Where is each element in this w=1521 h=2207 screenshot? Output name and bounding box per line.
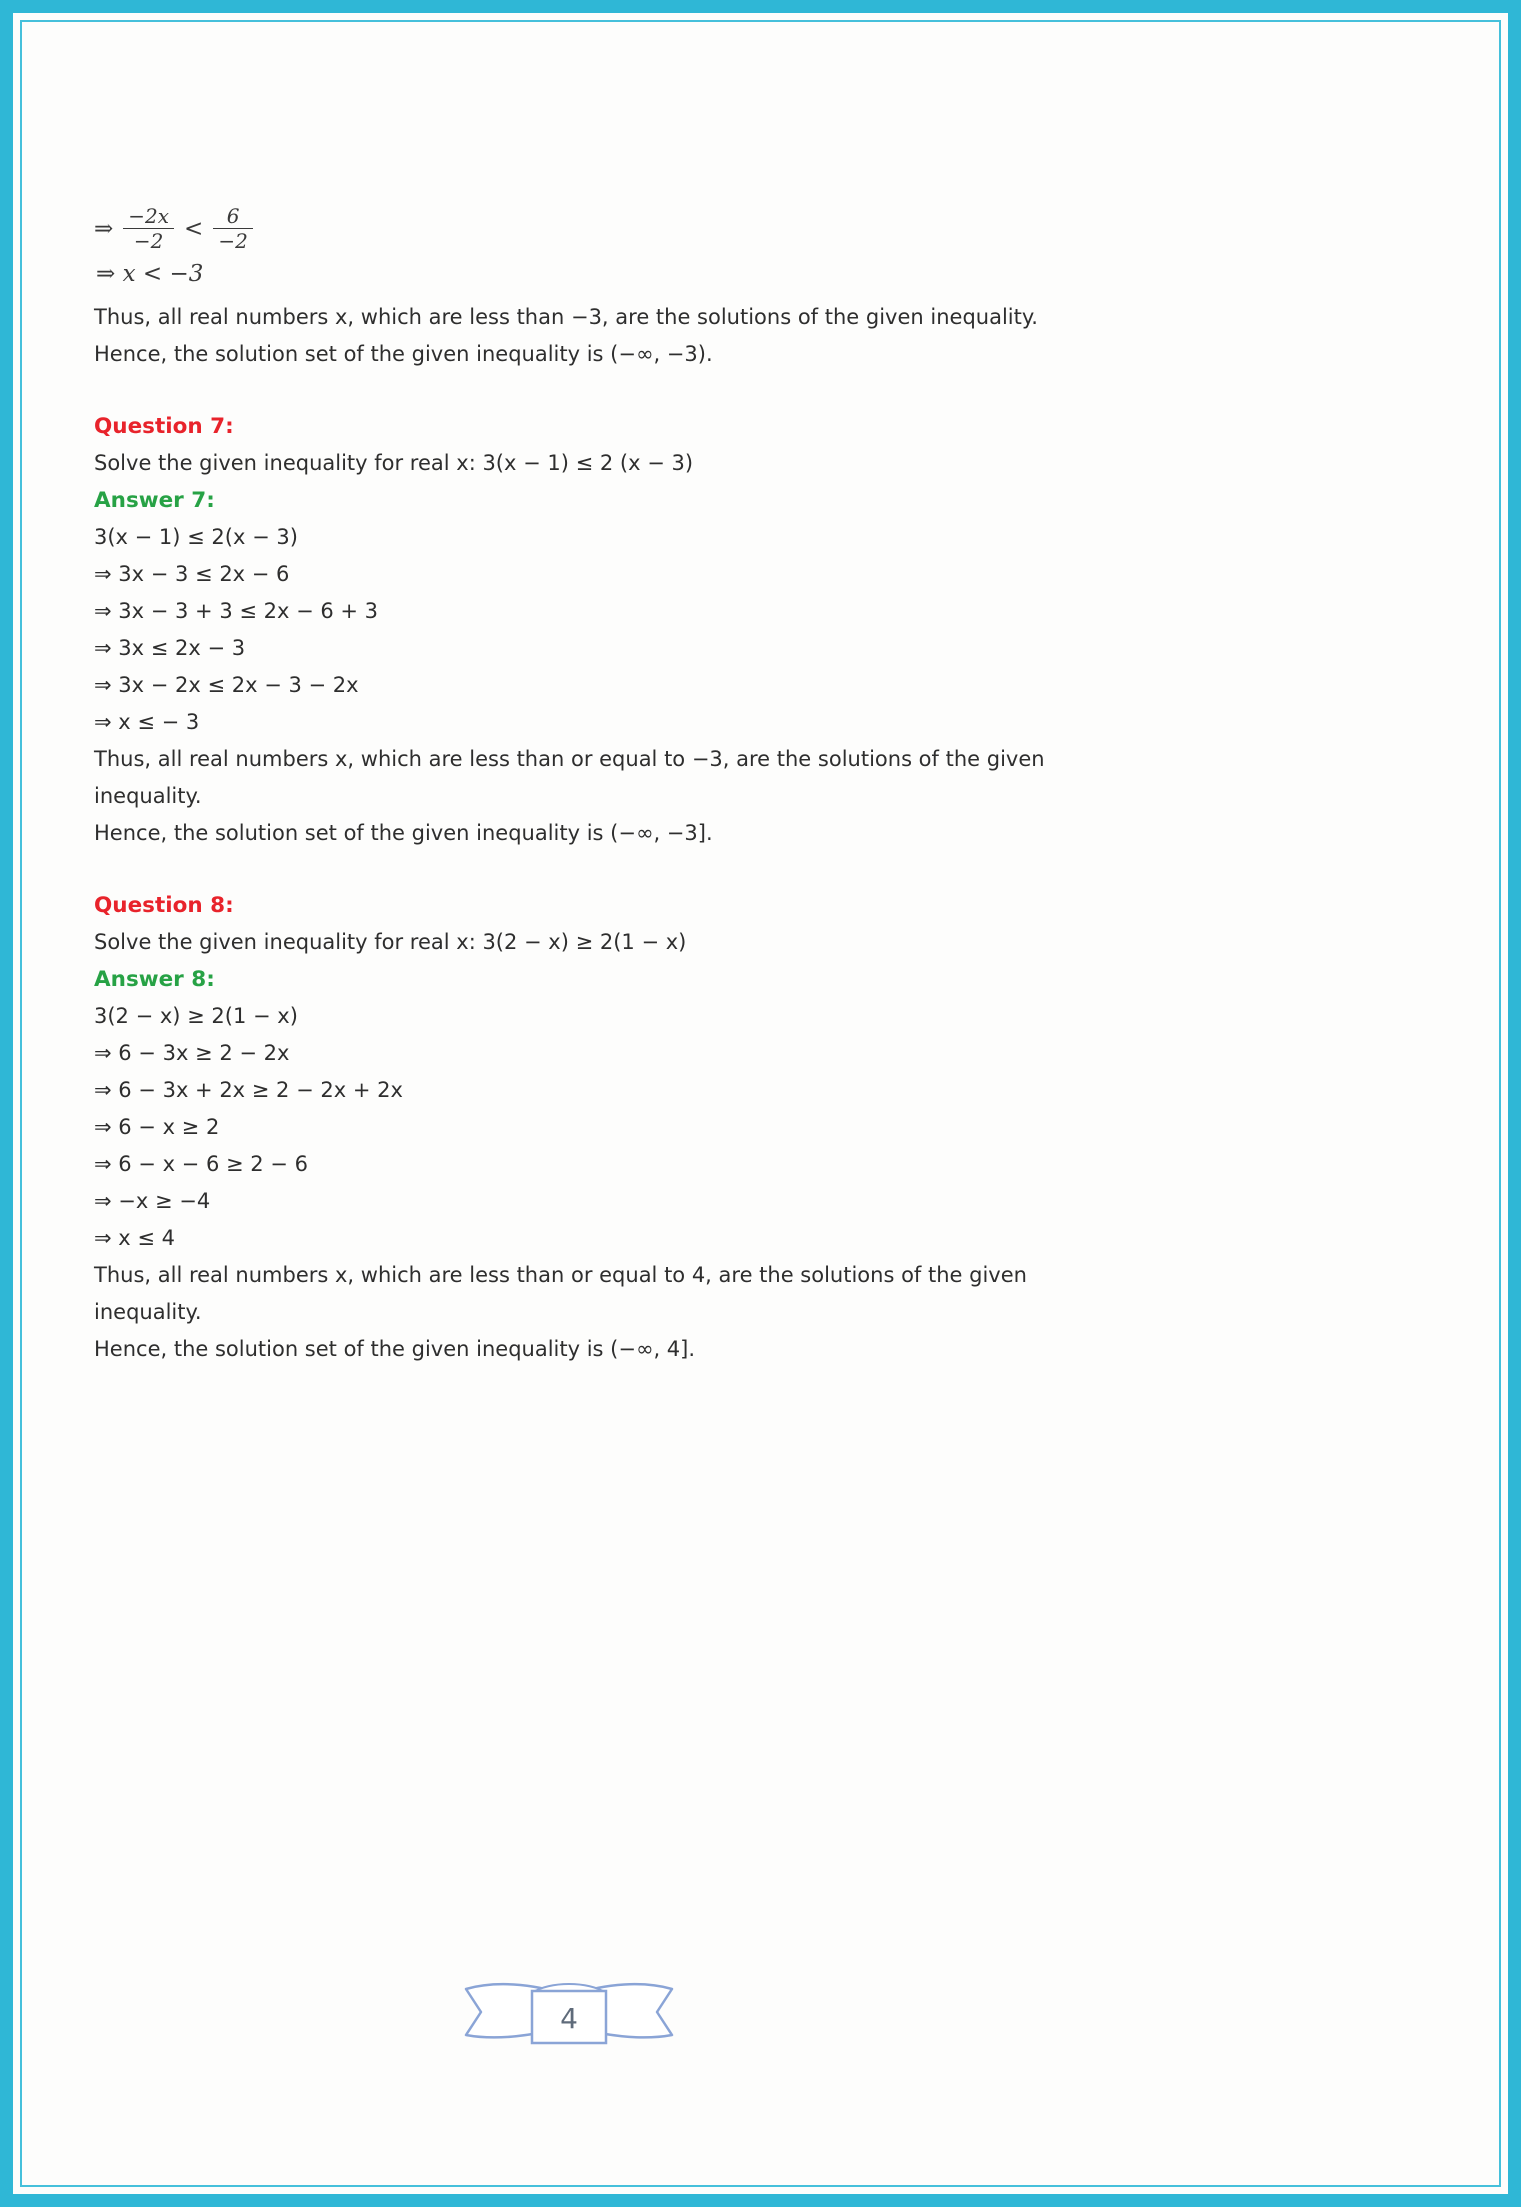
answer-8-step: ⇒ 6 − 3x + 2x ≥ 2 − 2x + 2x [94,1078,403,1102]
answer-7-step: ⇒ 3x − 2x ≤ 2x − 3 − 2x [94,673,359,697]
answer-7-heading: Answer 7: [94,488,215,513]
fraction-right-denominator: −2 [213,228,252,253]
answer-8-heading: Answer 8: [94,967,215,992]
answer-8-step: ⇒ 6 − x − 6 ≥ 2 − 6 [94,1152,308,1176]
page-number-ribbon [454,1967,684,2057]
answer-7-step: ⇒ 3x − 3 + 3 ≤ 2x − 6 + 3 [94,599,379,623]
fraction-right-numerator: 6 [226,204,240,228]
question-7-prompt: Solve the given inequality for real x: 3(x − 1) ≤ 2 (x − 3) [94,451,694,475]
page-content [22,22,1499,1368]
question-7-heading: Question 7: [94,414,234,439]
answer-7-step: ⇒ 3x − 3 ≤ 2x − 6 [94,562,290,586]
answer-8-step: 3(2 − x) ≥ 2(1 − x) [94,1004,298,1028]
relation-symbol: < [184,215,204,242]
intro-conclusion-1: Thus, all real numbers x, which are less than −3, are the solutions of the given inequality. [94,305,1038,329]
answer-8-conclusion-1: Thus, all real numbers x, which are less than or equal to 4, are the solutions of the given inequality. [94,1263,1027,1324]
equation-block [94,204,1439,287]
page-number: 4 [560,2002,578,2035]
question-7-section [94,408,1439,852]
answer-7-conclusion-1: Thus, all real numbers x, which are less than or equal to −3, are the solutions of the given inequality. [94,747,1045,808]
question-8-heading: Question 8: [94,893,234,918]
intro-conclusion-2: Hence, the solution set of the given inequality is (−∞, −3). [94,342,713,366]
fraction-left-denominator: −2 [123,228,174,253]
question-8-section [94,887,1439,1368]
answer-8-step: ⇒ 6 − x ≥ 2 [94,1115,220,1139]
fraction-left-numerator: −2x [128,204,170,228]
answer-7-step: ⇒ 3x ≤ 2x − 3 [94,636,246,660]
equation-line-2: ⇒ x < −3 [96,261,204,287]
answer-8-step: ⇒ −x ≥ −4 [94,1189,211,1213]
answer-7-step: ⇒ x ≤ − 3 [94,710,200,734]
page-inner-border [20,20,1501,2187]
answer-8-step: ⇒ 6 − 3x ≥ 2 − 2x [94,1041,290,1065]
answer-8-conclusion-2: Hence, the solution set of the given inequality is (−∞, 4]. [94,1337,696,1361]
fraction-left [123,204,174,253]
implies-arrow-icon: ⇒ [94,215,114,242]
ribbon-banner-icon [454,1967,684,2057]
fraction-right [213,204,252,253]
answer-8-step: ⇒ x ≤ 4 [94,1226,176,1250]
answer-7-step: 3(x − 1) ≤ 2(x − 3) [94,525,298,549]
question-8-prompt: Solve the given inequality for real x: 3(2 − x) ≥ 2(1 − x) [94,930,687,954]
answer-7-conclusion-2: Hence, the solution set of the given inequality is (−∞, −3]. [94,821,713,845]
equation-line-1 [94,204,1439,253]
